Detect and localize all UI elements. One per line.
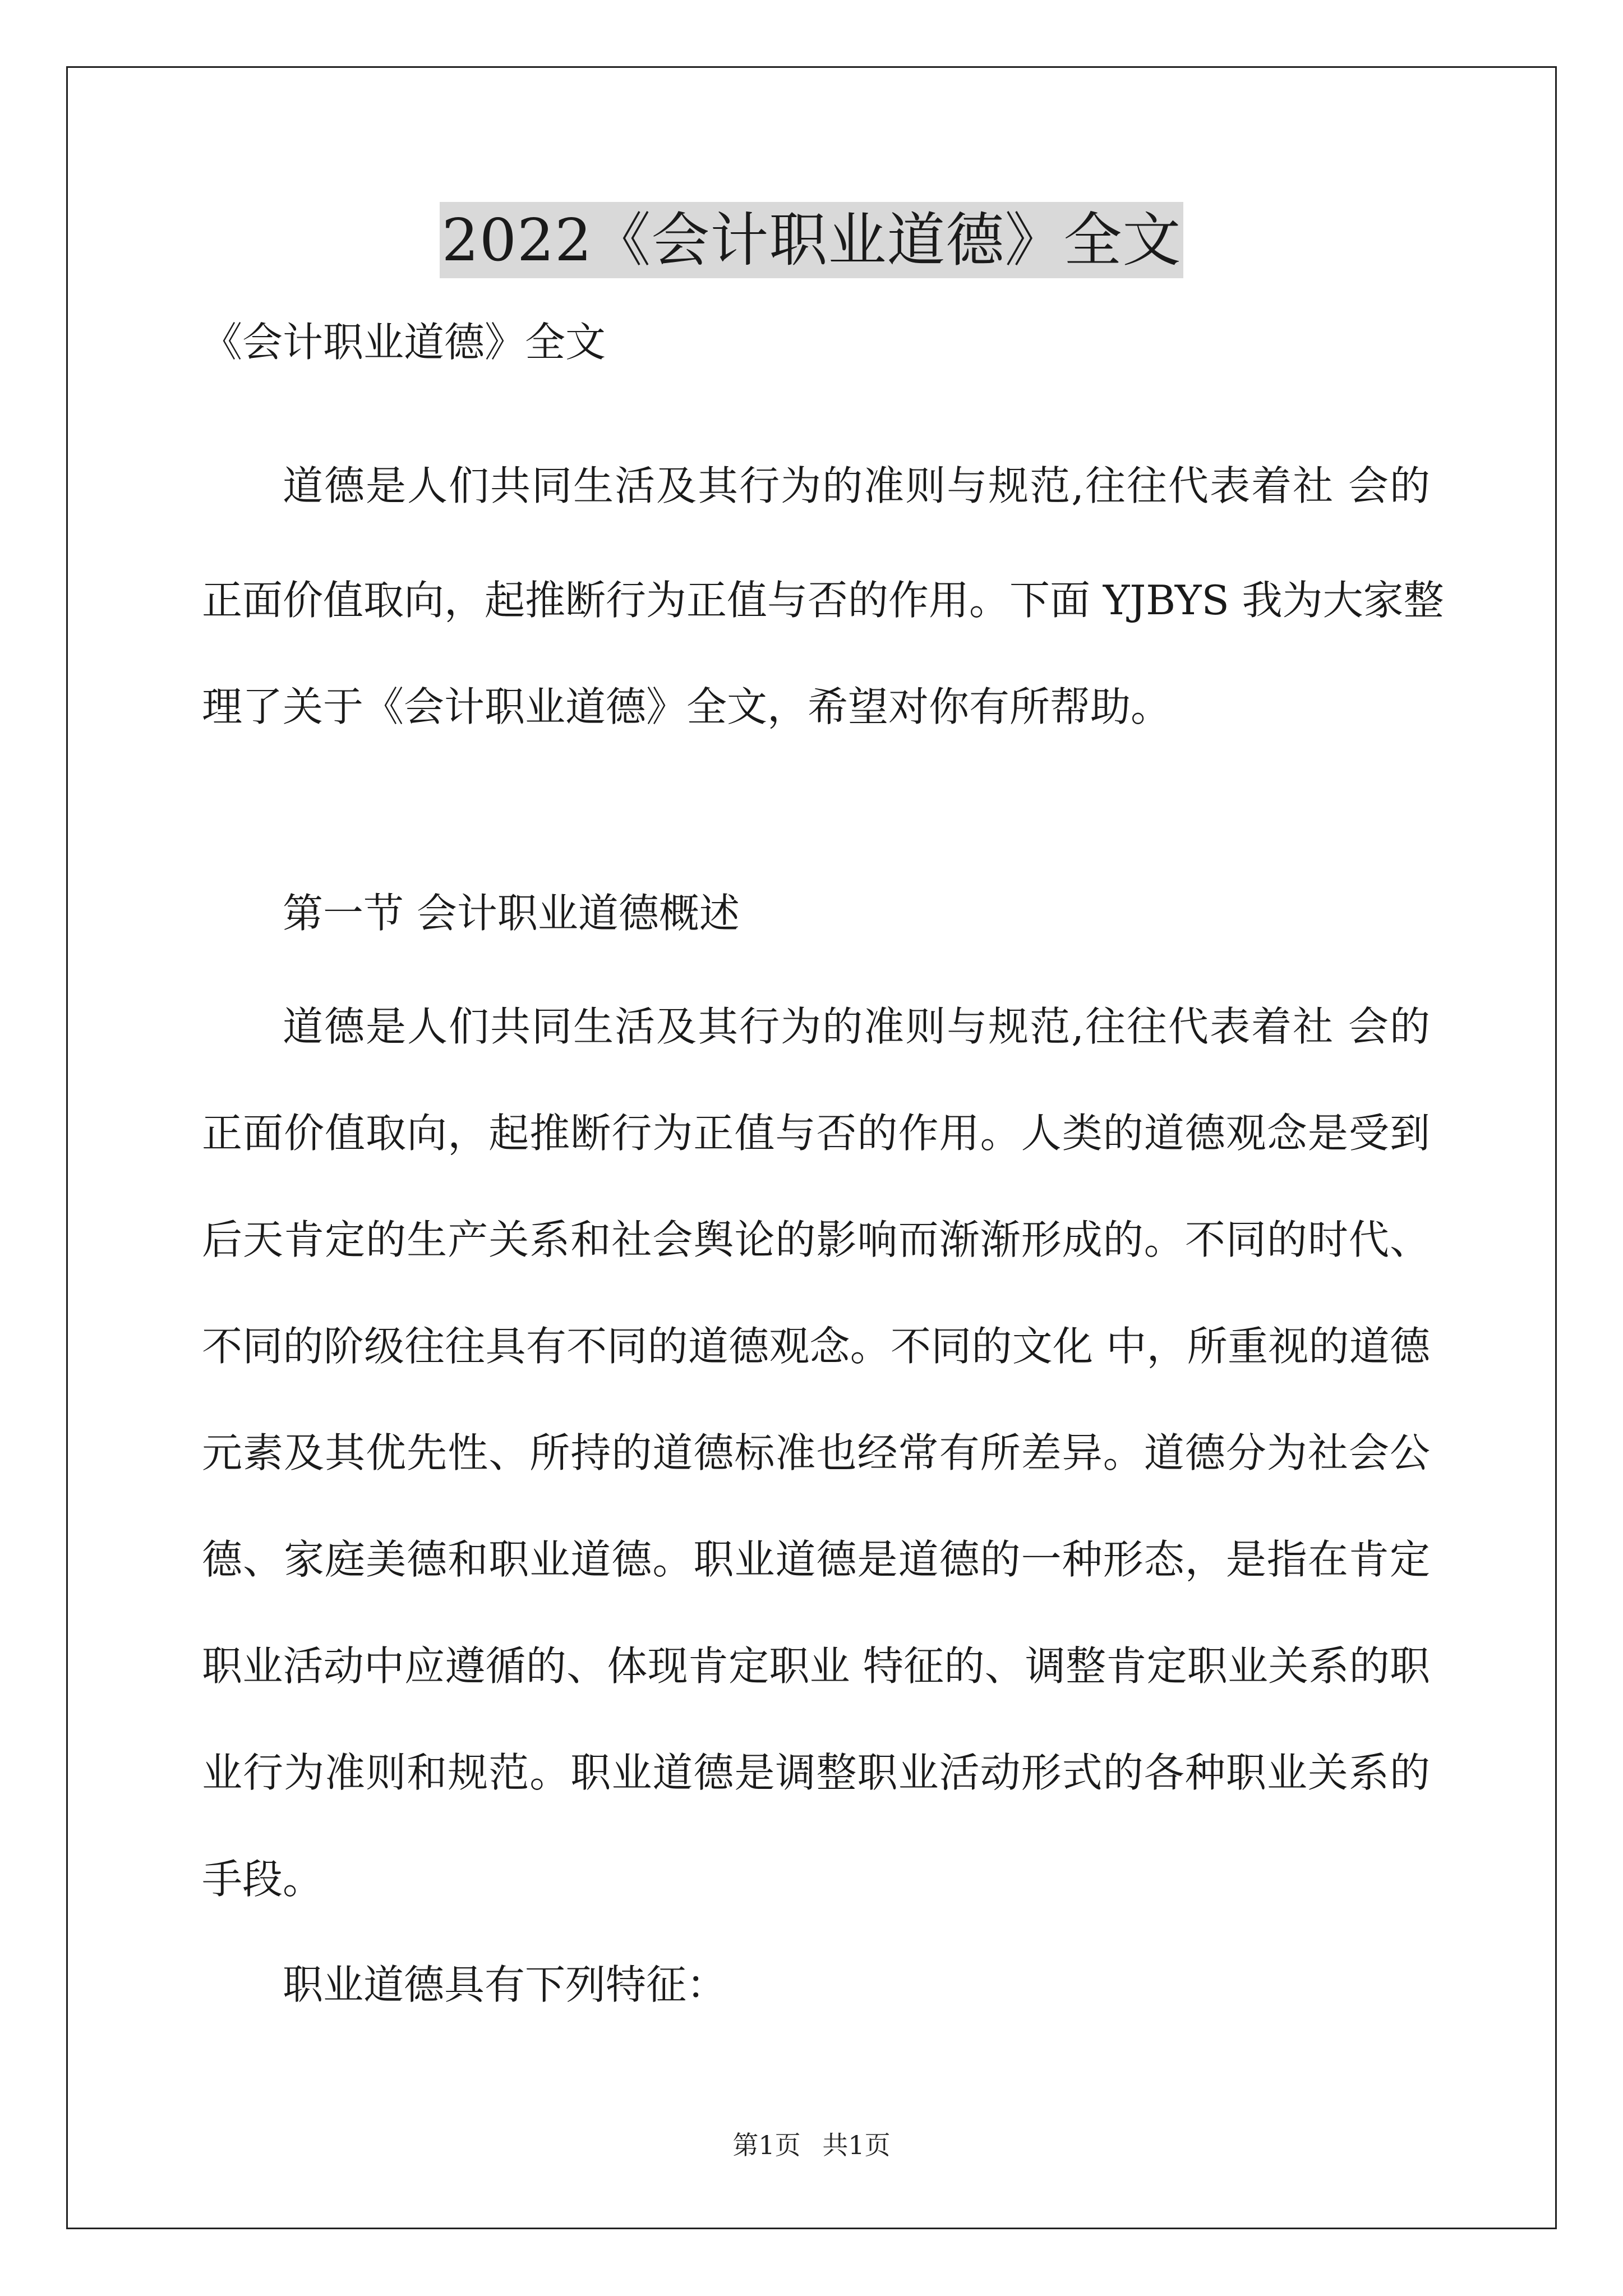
features-intro: 职业道德具有下列特征： xyxy=(283,1961,727,2008)
intro-line-2: 正面价值取向，起推断行为正值与否的作用。下面 YJBYS 我为大家整 xyxy=(202,577,1444,624)
body-line-2: 正面价值取向，起推断行为正值与否的作用。人类的道德观念是受到 xyxy=(202,1110,1430,1157)
page-number: 第1页 xyxy=(732,2130,801,2160)
intro-line-1: 道德是人们共同生活及其行为的准则与规范,往往代表着社 会的 xyxy=(283,462,1430,509)
body-line-3: 后天肯定的生产关系和社会舆论的影响而渐渐形成的。不同的时代、 xyxy=(202,1216,1430,1263)
body-line-4: 不同的阶级往往具有不同的道德观念。不同的文化 中，所重视的道德 xyxy=(202,1323,1430,1370)
body-line-5: 元素及其优先性、所持的道德标准也经常有所差异。道德分为社会公 xyxy=(202,1429,1430,1476)
document-subtitle: 《会计职业道德》全文 xyxy=(202,319,606,366)
page-total: 共1页 xyxy=(822,2130,891,2160)
title-container xyxy=(0,202,1623,278)
body-line-6: 德、家庭美德和职业道德。职业道德是道德的一种形态，是指在肯定 xyxy=(202,1536,1430,1583)
document-title: 2022《会计职业道德》全文 xyxy=(440,202,1184,278)
intro-line-3: 理了关于《会计职业道德》全文，希望对你有所帮助。 xyxy=(202,683,1172,730)
body-line-7: 职业活动中应遵循的、体现肯定职业 特征的、调整肯定职业关系的职 xyxy=(202,1642,1430,1690)
section-heading: 第一节 会计职业道德概述 xyxy=(283,890,740,937)
page-footer xyxy=(0,2128,1623,2162)
body-line-1: 道德是人们共同生活及其行为的准则与规范,往往代表着社 会的 xyxy=(283,1003,1430,1050)
body-line-9: 手段。 xyxy=(202,1856,324,1903)
body-line-8: 业行为准则和规范。职业道德是调整职业活动形式的各种职业关系的 xyxy=(202,1749,1430,1796)
